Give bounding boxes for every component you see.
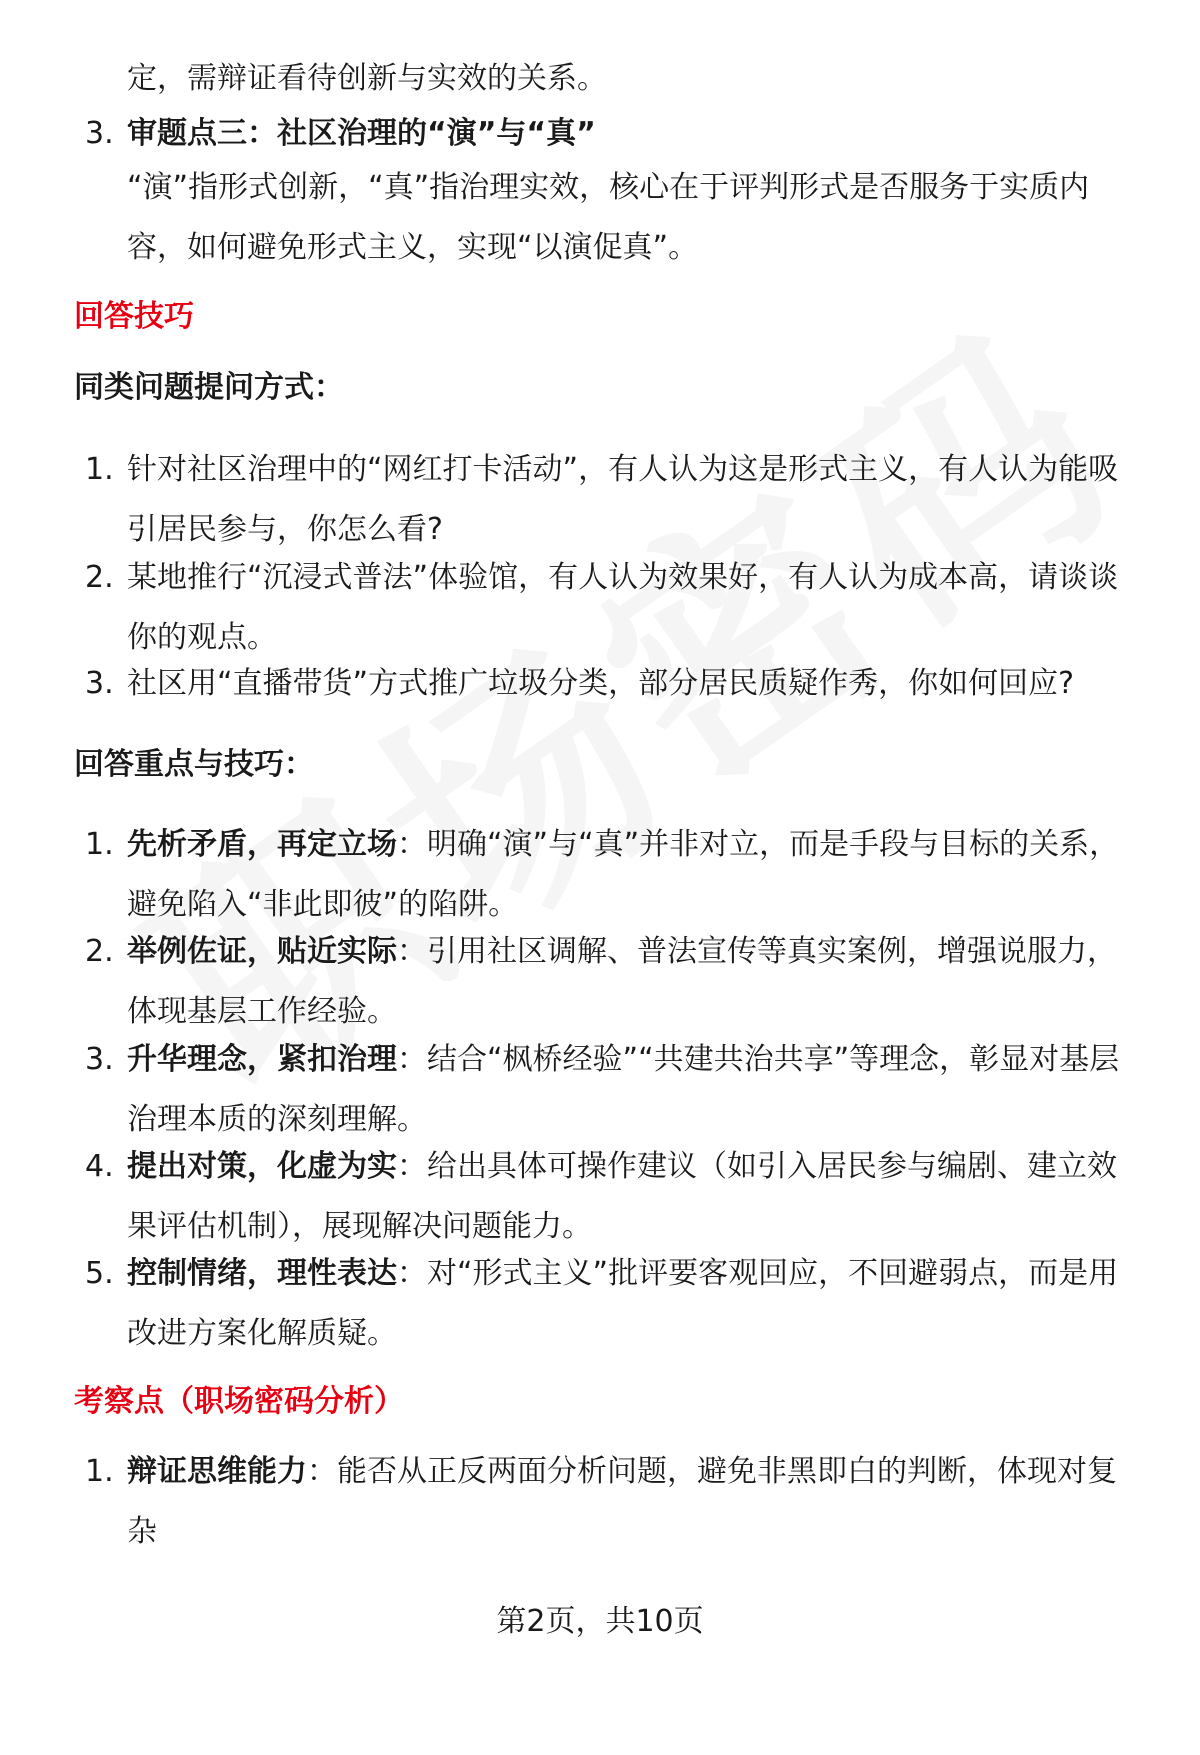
list-number: 1. <box>85 452 114 487</box>
list-number: 3. <box>85 666 114 701</box>
list-item <box>75 548 1140 668</box>
list-item-lead: 控制情绪，理性表达 <box>127 1256 397 1291</box>
point3-title: 审题点三：社区治理的“演”与“真” <box>127 116 596 151</box>
list-item-lead: 升华理念，紧扣治理 <box>127 1042 397 1077</box>
list-number: 3. <box>85 1042 114 1077</box>
list-item <box>75 1030 1140 1150</box>
list-number: 1. <box>85 1454 114 1489</box>
list-item-text: 针对社区治理中的“网红打卡活动”，有人认为这是形式主义，有人认为能吸引居民参与，你怎么看? <box>127 452 1119 547</box>
subheading-similar-questions: 同类问题提问方式： <box>74 370 344 405</box>
list-item-lead: 举例佐证，贴近实际 <box>127 934 397 969</box>
list-item-text: ：对“形式主义”批评要客观回应，不回避弱点，而是用改进方案化解质疑。 <box>127 1256 1119 1351</box>
subheading-key-points: 回答重点与技巧： <box>74 747 314 782</box>
list-item <box>75 815 1140 935</box>
list-item <box>75 1137 1140 1257</box>
list-item-text: ：能否从正反两面分析问题，避免非黑即白的判断，体现对复杂 <box>127 1454 1117 1549</box>
list-number: 5. <box>85 1256 114 1291</box>
list-number: 4. <box>85 1149 114 1184</box>
section-heading-exam-points: 考察点（职场密码分析） <box>74 1384 404 1419</box>
section-heading-tips: 回答技巧 <box>74 299 194 334</box>
list-item <box>75 1244 1140 1364</box>
list-item-text: 某地推行“沉浸式普法”体验馆，有人认为效果好，有人认为成本高，请谈谈你的观点。 <box>127 560 1119 655</box>
list-item-text: ：结合“枫桥经验”“共建共治共享”等理念，彰显对基层治理本质的深刻理解。 <box>127 1042 1120 1137</box>
list-number: 3. <box>85 116 114 151</box>
list-item-text: ：明确“演”与“真”并非对立，而是手段与目标的关系，避免陷入“非此即彼”的陷阱。 <box>127 827 1120 922</box>
list-number: 2. <box>85 934 114 969</box>
list-number: 1. <box>85 827 114 862</box>
list-item-lead: 先析矛盾，再定立场 <box>127 827 397 862</box>
list-item <box>75 654 1140 714</box>
lead-paragraph: 定，需辩证看待创新与实效的关系。 <box>127 61 607 96</box>
list-item <box>75 922 1140 1042</box>
list-item-lead: 提出对策，化虚为实 <box>127 1149 397 1184</box>
page-footer: 第2页，共10页 <box>496 1604 704 1639</box>
list-item-lead: 辩证思维能力 <box>127 1454 307 1489</box>
list-item-text: 社区用“直播带货”方式推广垃圾分类，部分居民质疑作秀，你如何回应? <box>127 666 1075 701</box>
list-item <box>75 1442 1140 1562</box>
list-item-text: ：引用社区调解、普法宣传等真实案例，增强说服力，体现基层工作经验。 <box>127 934 1117 1029</box>
point3-item <box>75 104 1140 164</box>
point3-description: “演”指形式创新，“真”指治理实效，核心在于评判形式是否服务于实质内容，如何避免形式主义，实现“以演促真”。 <box>127 170 1090 265</box>
list-item-text: ：给出具体可操作建议（如引入居民参与编剧、建立效果评估机制），展现解决问题能力。 <box>127 1149 1117 1244</box>
list-item <box>75 440 1140 560</box>
list-number: 2. <box>85 560 114 595</box>
